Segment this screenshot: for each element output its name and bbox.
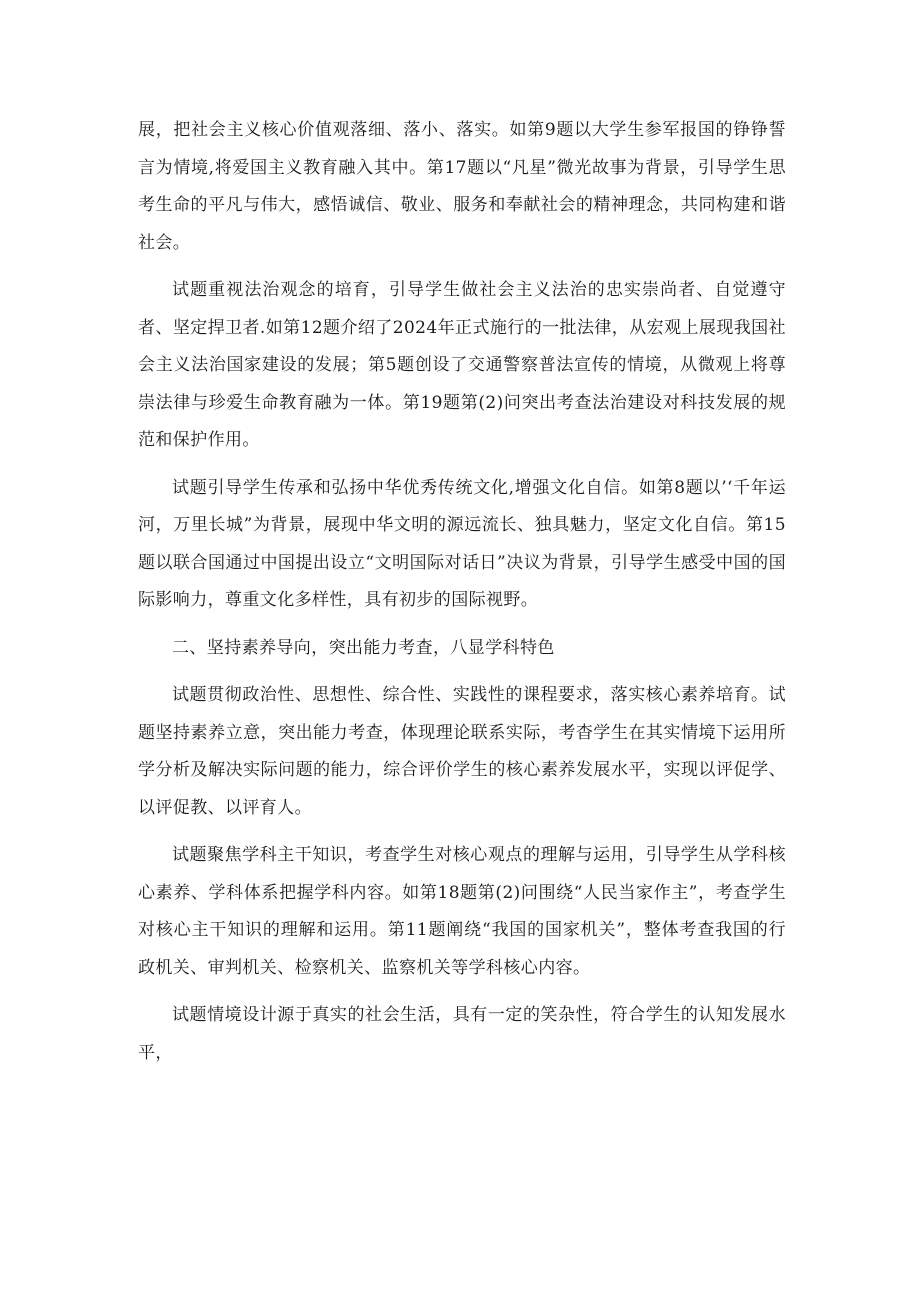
paragraph-2: 试题重视法治观念的培育，引导学生做社会主义法治的忠实崇尚者、自觉遵守者、坚定捍卫者.如第12题介绍了2024年正式施行的一批法律，从宏观上展现我国社会主义法治国家建设的发展；第5题创设了交通警察普法宣传的情境，从微观上将尊崇法律与珍爱生命教育融为一体。第19题第(2)问突出考查法治建设对科技发展的规范和保护作用。 (138, 280, 786, 450)
paragraph-6: 试题情境设计源于真实的社会生活，具有一定的笑杂性，符合学生的认知发展水平， (138, 1005, 786, 1063)
paragraph-1: 展，把社会主义核心价值观落细、落小、落实。如第9题以大学生参军报国的铮铮誓言为情境,将爱国主义教育融入其中。第17题以“凡星”微光故事为背景，引导学生思考生命的平凡与伟大，感悟诚信、敬业、服务和奉献社会的精神理念，共同构建和谐社会。 (138, 120, 786, 253)
section-heading: 二、坚持素养导向，突出能力考査，八显学科特色 (172, 637, 555, 658)
paragraph-4: 试题贯彻政治性、思想性、综合性、实践性的课程要求，落实核心素养培育。试题坚持素养立意，突出能力考查，体现理论联系实际，考杳学生在其实情境下运用所学分析及解决实际问题的能力，综合评价学生的核心素养发展水平，实现以评促学、以评促教、以评育人。 (138, 685, 786, 818)
document-body (138, 112, 786, 1082)
paragraph-3: 试题引导学生传承和弘扬中华优秀传统文化,增强文化自信。如第8题以’‘千年运河，万里长城”为背景，展现中华文明的源远流长、独具魅力，坚定文化自信。第15题以联合国通过中国提出设立“文明国际对话日”决议为背景，引导学生感受中国的国际影响力，尊重文化多样性，具有初步的国际视野。 (138, 477, 786, 610)
paragraph-5: 试题聚焦学科主干知识，考查学生对核心观点的理解与运用，引导学生从学科核心素养、学科体系把握学科内容。如第18题第(2)问围绕“人民当家作主”，考查学生对核心主干知识的理解和运用。第11题阐绕“我国的国家机关”，整体考查我国的行政机关、审判机关、检察机关、监察机关等学科核心内容。 (138, 845, 786, 978)
